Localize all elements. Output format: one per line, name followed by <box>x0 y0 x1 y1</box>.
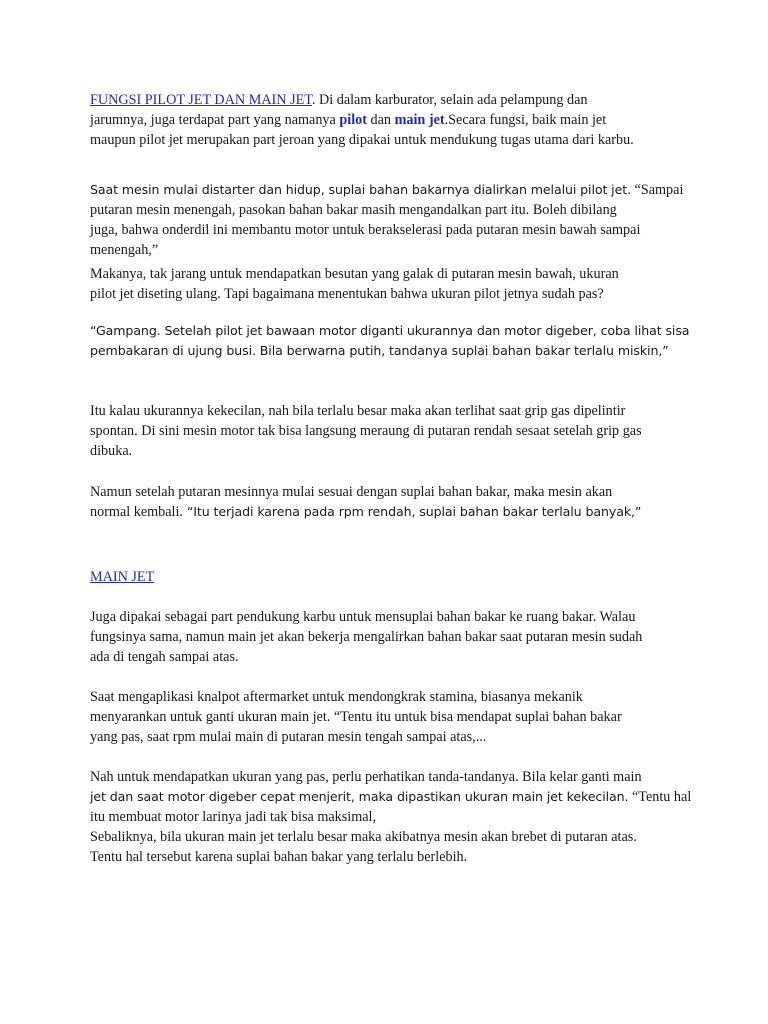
keyword-pilot: pilot <box>339 112 367 128</box>
p10-line-1: Sebaliknya, bila ukuran main jet terlalu besar maka akibatnya mesin akan brebet di putaran atas. <box>90 829 637 845</box>
paragraph-main-jet-function <box>90 607 690 667</box>
intro-line-2-post: .Secara fungsi, baik main jet <box>444 112 607 128</box>
p8-line-3: yang pas, saat rpm mulai main di putaran mesin tengah sampai atas,... <box>90 729 487 745</box>
intro-line-2 <box>90 110 690 130</box>
p6-line-2 <box>90 502 690 522</box>
p3-line-1: Makanya, tak jarang untuk mendapatkan besutan yang galak di putaran mesin bawah, ukuran <box>90 266 619 282</box>
p2-line-1-rest: “Sampai <box>630 182 684 198</box>
paragraph-tanda-tanda <box>90 767 690 827</box>
p9-line-2 <box>90 787 690 807</box>
p2-line-3: juga, bahwa onderdil ini membantu motor untuk berakselerasi pada putaran mesin bawah sampai <box>90 222 641 238</box>
intro-line-3: maupun pilot jet merupakan part jeroan yang dipakai untuk mendukung tugas utama dari karbu. <box>90 132 634 148</box>
p7-line-1: Juga dipakai sebagai part pendukung karbu untuk mensuplai bahan bakar ke ruang bakar. Walau <box>90 609 636 625</box>
intro-paragraph <box>90 90 690 150</box>
paragraph-knalpot <box>90 687 690 747</box>
p3-line-2: pilot jet diseting ulang. Tapi bagaimana menentukan bahwa ukuran pilot jetnya sudah pas? <box>90 286 604 302</box>
keyword-main-jet: main jet <box>394 112 445 128</box>
p5-line-1: Itu kalau ukurannya kekecilan, nah bila terlalu besar maka akan terlihat saat grip gas dipelintir <box>90 403 626 419</box>
p9-line-1: Nah untuk mendapatkan ukuran yang pas, perlu perhatikan tanda-tandanya. Bila kelar ganti main <box>90 769 642 785</box>
p9-line-3: itu membuat motor larinya jadi tak bisa maksimal, <box>90 809 377 825</box>
p9-line-2-condensed: jet dan saat motor digeber cepat menjerit, maka dipastikan ukuran main jet kekecilan. <box>90 789 629 804</box>
p8-line-2: menyarankan untuk ganti ukuran main jet. “Tentu itu untuk bisa mendapat suplai bahan bakar <box>90 709 622 725</box>
p7-line-3: ada di tengah sampai atas. <box>90 649 239 665</box>
intro-line-1-text: . Di dalam karburator, selain ada pelampung dan <box>311 92 588 108</box>
p9-line-2-rest: “Tentu hal <box>628 789 692 805</box>
p6-line-2-pre: normal kembali. <box>90 504 183 520</box>
p4-line-1: “Gampang. Setelah pilot jet bawaan motor diganti ukurannya dan motor digeber, coba lihat sisa <box>90 323 690 338</box>
p6-line-2-condensed: “Itu terjadi karena pada rpm rendah, suplai bahan bakar terlalu banyak,” <box>182 504 642 519</box>
intro-line-2-pre: jarumnya, juga terdapat part yang namanya <box>90 112 340 128</box>
p5-line-2: spontan. Di sini mesin motor tak bisa langsung meraung di putaran rendah sesaat setelah grip gas <box>90 423 642 439</box>
paragraph-pilot-jet-setting <box>90 264 690 304</box>
intro-line-1 <box>90 90 690 110</box>
paragraph-pilot-jet-start <box>90 180 690 260</box>
p2-line-2: putaran mesin menengah, pasokan bahan bakar masih mengandalkan part itu. Boleh dibilang <box>90 202 617 218</box>
main-jet-heading <box>90 567 690 587</box>
paragraph-normal-kembali <box>90 482 690 522</box>
p7-line-2: fungsinya sama, namun main jet akan bekerja mengalirkan bahan bakar saat putaran mesin sudah <box>90 629 643 645</box>
p4-line-2: pembakaran di ujung busi. Bila berwarna putih, tandanya suplai bahan bakar terlalu miskin,” <box>90 343 669 358</box>
p10-line-2: Tentu hal tersebut karena suplai bahan bakar yang terlalu berlebih. <box>90 849 468 865</box>
intro-line-2-mid: dan <box>366 112 395 128</box>
p2-line-1 <box>90 180 690 200</box>
title-link[interactable]: FUNGSI PILOT JET DAN MAIN JET <box>90 92 312 108</box>
p2-line-4: menengah,” <box>90 242 159 258</box>
p8-line-1: Saat mengaplikasi knalpot aftermarket untuk mendongkrak stamina, biasanya mekanik <box>90 689 583 705</box>
paragraph-quote-gampang <box>90 321 690 361</box>
p2-line-1-condensed: Saat mesin mulai distarter dan hidup, suplai bahan bakarnya dialirkan melalui pilot jet. <box>90 182 631 197</box>
main-jet-heading-link[interactable]: MAIN JET <box>90 569 155 585</box>
p6-line-1: Namun setelah putaran mesinnya mulai sesuai dengan suplai bahan bakar, maka mesin akan <box>90 484 613 500</box>
p5-line-3: dibuka. <box>90 443 133 459</box>
paragraph-sebaliknya <box>90 827 690 867</box>
paragraph-kekecilan <box>90 401 690 461</box>
